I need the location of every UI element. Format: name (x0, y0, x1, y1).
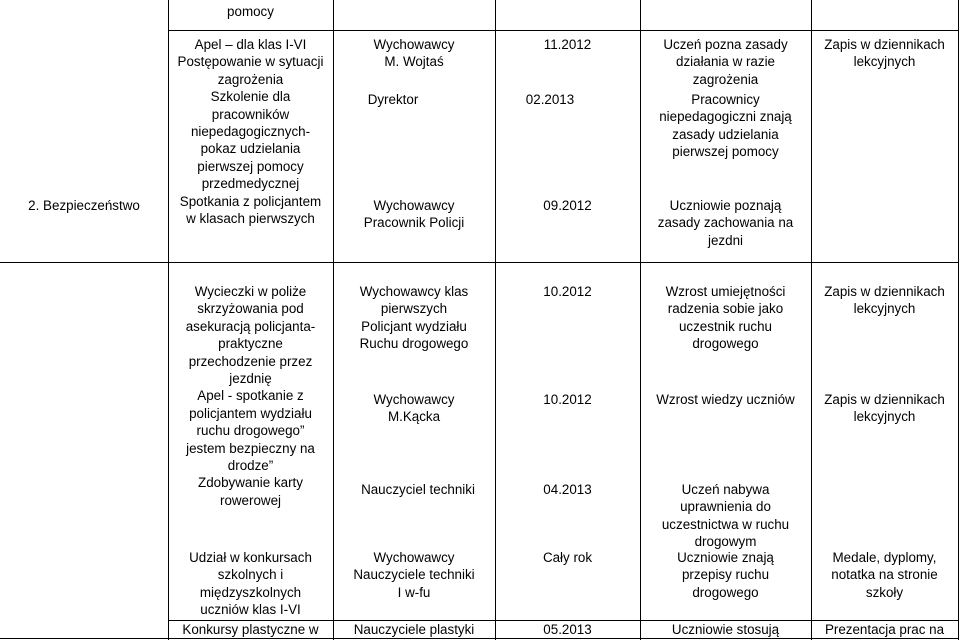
text-line: Apel - spotkanie z (197, 388, 304, 404)
row2-evaluation-1: Zapis w dziennikach lekcyjnych (824, 284, 945, 317)
row0-activity-cell: pomocy (227, 4, 274, 19)
text-line: niepedagogicznych- (190, 124, 311, 140)
table-border-line (0, 262, 958, 263)
text-line: jestem bezpieczny na (186, 440, 315, 456)
row2-responsible-2: Wychowawcy M.Kącka (373, 392, 455, 425)
row3-date-cell: Cały rok (542, 550, 593, 565)
text-line: Wycieczki w poliże (194, 284, 307, 299)
row1-area-cell: 2. Bezpieczeństwo (28, 198, 140, 213)
row3-evaluation-cell: Medale, dyplomy, notatka na stronie szkoły (831, 550, 938, 600)
row1-date-3: 09.2012 (543, 198, 592, 213)
text-line: jezdnię (229, 371, 272, 387)
text-line: praktyczne (218, 336, 283, 352)
row1-responsible-1: Wychowawcy M. Wojtaś (373, 37, 455, 70)
text-line: w klasach pierwszych (186, 211, 315, 227)
text-line: drodze” (227, 458, 274, 474)
row4-activity-cell: Konkursy plastyczne w (182, 622, 319, 637)
row1-responsible-3: Wychowawcy Pracownik Policji (363, 198, 465, 231)
row4-date-cell: 05.2013 (543, 622, 592, 637)
row1-effect-1: Uczeń pozna zasady działania w razie zagrożenia (663, 37, 788, 87)
row3-activity-cell: Udział w konkursach szkolnych i międzyszkolnych uczniów klas I-VI (189, 550, 312, 618)
row2-date-1: 10.2012 (543, 284, 592, 299)
row3-responsible-cell: Wychowawcy Nauczyciele techniki I w-fu (353, 550, 475, 600)
row1-activities-cell (168, 36, 333, 227)
row2-effect-2: Wzrost wiedzy uczniów (656, 392, 795, 407)
text-line: Spotkania z policjantem (179, 193, 322, 209)
row3-effect-cell: Uczniowie znają przepisy ruchu drogowego (677, 550, 774, 600)
text-line: rowerowej (219, 492, 282, 508)
row2-date-2: 10.2012 (543, 392, 592, 407)
row2-responsible-1: Wychowawcy klas pierwszych Policjant wydziału Ruchu drogowego (359, 284, 469, 352)
row1-effect-3: Uczniowie poznają zasady zachowania na jezdni (657, 198, 794, 248)
text-line: policjantem wydziału (189, 405, 312, 421)
text-line: pokaz udzielania (200, 141, 301, 157)
row4-evaluation-cell: Prezentacja prac na (824, 622, 945, 637)
text-line: skrzyżowania pod (197, 301, 304, 317)
text-line: pierwszej pomocy (197, 158, 304, 174)
row2-effect-1: Wzrost umiejętności radzenia sobie jako uczestnik ruchu drogowego (665, 284, 786, 352)
text-line: Postępowanie w sytuacji (177, 54, 324, 70)
text-line: Apel – dla klas I-VI (194, 37, 307, 52)
row2-activities-cell (168, 283, 333, 509)
row2-responsible-3: Nauczyciel techniki (361, 482, 475, 497)
row4-effect-cell: Uczniowie stosują (671, 622, 780, 637)
text-line: Zdobywanie karty (198, 475, 303, 491)
row4-responsible-cell: Nauczyciele plastyki (353, 622, 475, 637)
row2-effect-3: Uczeń nabywa uprawnienia do uczestnictwa w ruchu drogowym (661, 482, 790, 550)
column-border-line (811, 0, 812, 640)
row1-effect-2: Pracownicy niepedagogiczni znają zasady udzielania pierwszej pomocy (659, 92, 792, 160)
row2-date-3: 04.2013 (543, 482, 592, 497)
row1-date-1: 11.2012 (543, 37, 592, 52)
row2-evaluation-2: Zapis w dziennikach lekcyjnych (824, 392, 945, 425)
row1-evaluation-1: Zapis w dziennikach lekcyjnych (824, 37, 945, 70)
column-border-line (958, 0, 959, 640)
text-line: ruchu drogowego” (196, 423, 305, 439)
text-line: Szkolenie dla (210, 89, 291, 105)
row1-date-2: 02.2013 (525, 92, 575, 107)
table-border-top-line (168, 30, 958, 31)
text-line: przedmedycznej (201, 176, 300, 192)
text-line: zagrożenia (217, 71, 284, 87)
row1-responsible-2: Dyrektor (367, 92, 419, 107)
text-line: pracowników (211, 106, 290, 122)
text-line: asekuracją policjanta- (185, 318, 316, 334)
text-line: przechodzenie przez (188, 353, 313, 369)
